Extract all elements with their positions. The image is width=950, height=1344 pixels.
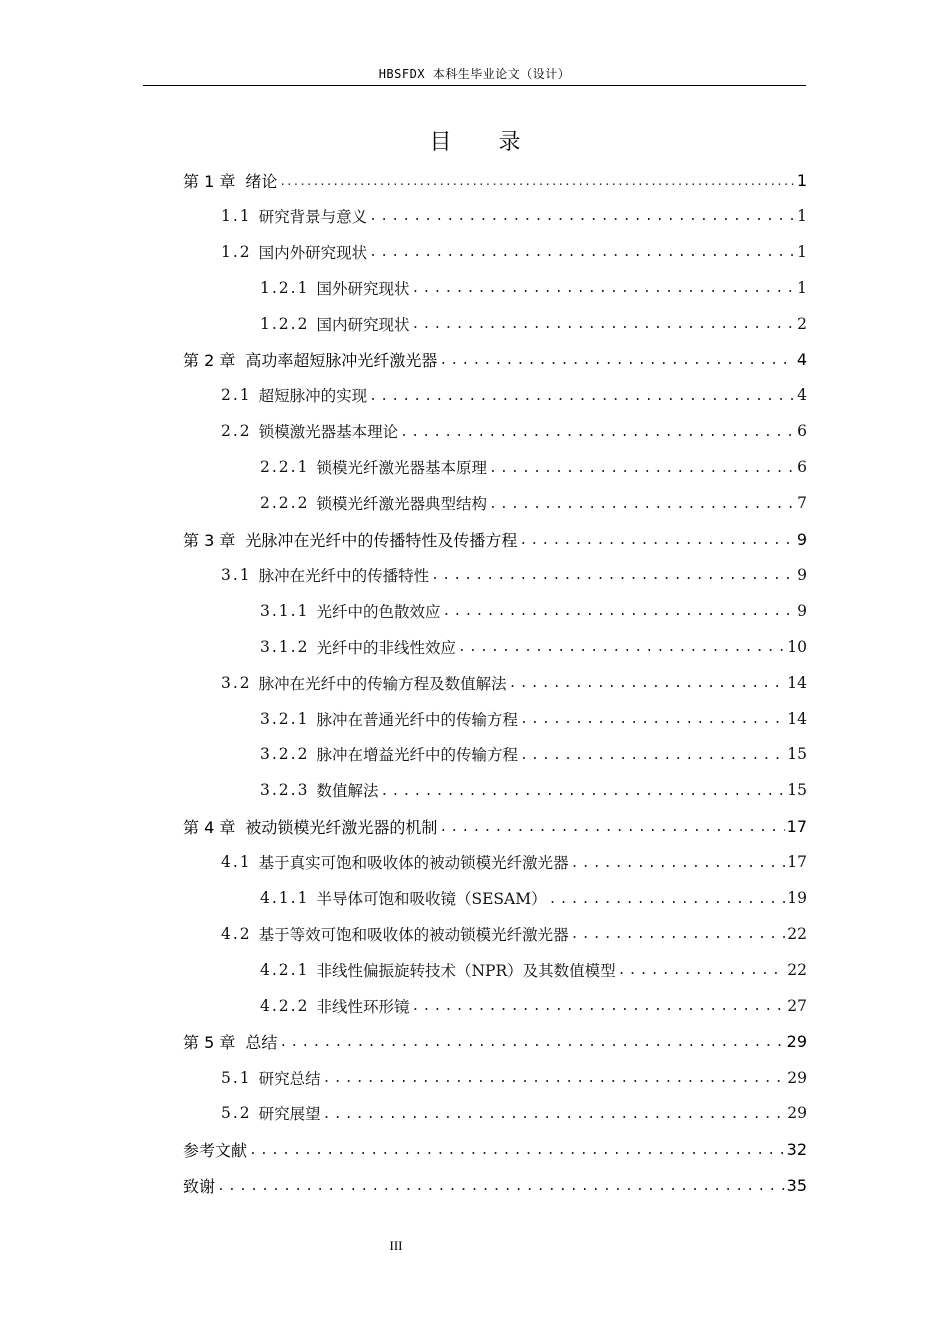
dot-leader xyxy=(439,353,794,368)
toc-entry[interactable] xyxy=(260,306,807,342)
dot-leader xyxy=(489,461,795,476)
dot-leader xyxy=(369,389,795,404)
toc-entry-number: 第 1 章 xyxy=(183,171,236,191)
toc-entry-number: 第 4 章 xyxy=(183,817,236,837)
toc-entry[interactable] xyxy=(260,270,807,306)
dot-leader xyxy=(439,820,784,835)
dot-leader xyxy=(442,604,795,619)
toc-entry-page: 22 xyxy=(787,960,807,979)
dot-leader xyxy=(249,1143,785,1158)
toc-entry-page: 1 xyxy=(797,278,807,297)
toc-entry[interactable] xyxy=(221,377,807,413)
toc-entry-number: 2.2.1 xyxy=(260,458,310,477)
toc-entry[interactable] xyxy=(183,162,807,198)
toc-entry[interactable] xyxy=(221,1060,807,1096)
toc-entry-page: 14 xyxy=(787,709,807,728)
toc-entry-label: 脉冲在普通光纤中的传输方程 xyxy=(316,710,518,729)
toc-entry-number: 1.2.2 xyxy=(260,314,310,333)
dot-leader xyxy=(217,1179,785,1194)
toc-entry-page: 9 xyxy=(796,529,807,549)
toc-entry-page: 9 xyxy=(797,601,807,620)
toc-entry-page: 1 xyxy=(796,170,807,190)
toc-entry-number: 1.1 xyxy=(221,206,252,225)
toc-entry-label: 非线性环形镜 xyxy=(316,997,410,1016)
toc-entry-number: 第 3 章 xyxy=(183,530,236,550)
dot-leader xyxy=(489,497,795,512)
dot-leader xyxy=(431,568,795,583)
toc-entry[interactable] xyxy=(260,988,807,1024)
toc-entry-label: 超短脉冲的实现 xyxy=(258,387,368,406)
toc-entry[interactable] xyxy=(183,1167,807,1203)
dot-leader xyxy=(380,784,785,799)
toc-entry-number: 2.2.2 xyxy=(260,494,310,513)
dot-leader xyxy=(411,281,795,296)
toc-entry-label: 脉冲在光纤中的传输方程及数值解法 xyxy=(258,674,507,693)
toc-entry[interactable] xyxy=(260,880,807,916)
toc-entry[interactable] xyxy=(260,629,807,665)
dot-leader xyxy=(279,175,794,188)
dot-leader xyxy=(400,425,795,440)
toc-entry[interactable] xyxy=(183,1131,807,1167)
toc-entry-label: 基于真实可饱和吸收体的被动锁模光纤激光器 xyxy=(258,854,569,873)
toc-entry-number: 4.2.1 xyxy=(260,960,310,979)
dot-leader xyxy=(549,892,786,907)
toc-entry-label: 基于等效可饱和吸收体的被动锁模光纤激光器 xyxy=(258,925,569,944)
toc-entry[interactable] xyxy=(221,198,807,234)
toc-entry-number: 4.2.2 xyxy=(260,996,310,1015)
dot-leader xyxy=(618,963,786,978)
toc-entry-label: 脉冲在光纤中的传播特性 xyxy=(258,566,430,585)
toc-entry-page: 27 xyxy=(787,996,807,1015)
toc-entry-label: 锁模光纤激光器典型结构 xyxy=(316,495,487,514)
dot-leader xyxy=(369,209,795,224)
toc-entry-page: 4 xyxy=(797,386,807,405)
toc-entry-number: 第 5 章 xyxy=(183,1033,236,1053)
toc-entry-page: 17 xyxy=(786,816,807,836)
toc-entry-label: 国外研究现状 xyxy=(316,279,410,298)
dot-leader xyxy=(509,676,786,691)
toc-entry[interactable] xyxy=(183,808,807,844)
toc-entry-number: 5.2 xyxy=(221,1104,252,1123)
toc-entry[interactable] xyxy=(221,557,807,593)
toc-entry[interactable] xyxy=(260,952,807,988)
toc-entry-label: 高功率超短脉冲光纤激光器 xyxy=(245,351,438,370)
toc-entry-page: 15 xyxy=(787,781,807,800)
toc-entry-label: 光纤中的非线性效应 xyxy=(316,638,456,657)
dot-leader xyxy=(323,1107,786,1122)
toc-entry-page: 22 xyxy=(787,924,807,943)
toc-entry-number: 3.1 xyxy=(221,565,252,584)
toc-entry-page: 17 xyxy=(787,853,807,872)
toc-entry-page: 1 xyxy=(797,206,807,225)
toc-entry-page: 14 xyxy=(787,673,807,692)
dot-leader xyxy=(411,999,785,1014)
toc-entry-page: 29 xyxy=(786,1032,807,1052)
toc-entry-page: 10 xyxy=(787,637,807,656)
toc-entry[interactable] xyxy=(221,1095,807,1131)
dot-leader xyxy=(369,245,795,260)
toc-entry[interactable] xyxy=(221,916,807,952)
toc-entry-number: 第 2 章 xyxy=(183,351,236,370)
toc-entry[interactable] xyxy=(260,736,807,772)
dot-leader xyxy=(520,712,785,727)
toc-entry-number: 1.2.1 xyxy=(260,278,310,297)
toc-entry[interactable] xyxy=(221,665,807,701)
toc-entry-page: 29 xyxy=(787,1068,807,1087)
toc-entry-number: 3.2.1 xyxy=(260,709,310,728)
toc-entry-number: 4.1.1 xyxy=(260,889,310,907)
toc-entry-number: 1.2 xyxy=(221,242,252,261)
toc-entry[interactable] xyxy=(221,234,807,270)
toc-entry[interactable] xyxy=(221,413,807,449)
toc-entry-label: 研究总结 xyxy=(258,1069,321,1088)
toc-entry-label: 脉冲在增益光纤中的传输方程 xyxy=(316,746,518,765)
toc-entry-number: 4.2 xyxy=(221,924,252,943)
dot-leader xyxy=(411,317,795,332)
toc-entry[interactable] xyxy=(221,844,807,880)
toc-entry-label: 被动锁模光纤激光器的机制 xyxy=(245,817,438,837)
toc-entry-page: 6 xyxy=(797,422,807,441)
toc-entry-page: 19 xyxy=(787,889,807,907)
toc-entry-label: 光脉冲在光纤中的传播特性及传播方程 xyxy=(245,530,518,550)
toc-entry-page: 29 xyxy=(787,1104,807,1123)
toc-entry-page: 32 xyxy=(786,1139,807,1159)
toc-entry-number: 3.1.2 xyxy=(260,637,310,656)
running-header: HBSFDX 本科生毕业论文（设计） xyxy=(378,67,571,81)
toc-entry-number: 2.2 xyxy=(221,422,252,441)
toc-entry-page: 2 xyxy=(797,314,807,333)
toc-entry-label: 光纤中的色散效应 xyxy=(316,602,441,621)
toc-entry-page: 7 xyxy=(797,494,807,513)
toc-entry-label: 半导体可饱和吸收镜（SESAM） xyxy=(316,890,547,908)
toc-entry-number: 3.1.1 xyxy=(260,601,310,620)
toc-entry-page: 1 xyxy=(797,242,807,261)
toc-entry-number: 4.1 xyxy=(221,853,252,872)
toc-entry-label: 绪论 xyxy=(245,171,278,191)
page-number: III xyxy=(389,1238,403,1253)
header-rule xyxy=(143,85,806,86)
toc-entry[interactable] xyxy=(260,449,807,485)
toc-entry[interactable] xyxy=(183,521,807,557)
toc-entry-label: 研究展望 xyxy=(258,1105,321,1124)
toc-entry-number: 5.1 xyxy=(221,1068,252,1087)
toc-entry-label: 锁模激光器基本理论 xyxy=(258,423,399,442)
dot-leader xyxy=(571,856,786,871)
toc-entry-label: 国内外研究现状 xyxy=(258,243,368,262)
toc-entry-page: 35 xyxy=(786,1175,807,1195)
toc-entry-label: 致谢 xyxy=(183,1176,216,1196)
toc-entry-number: 2.1 xyxy=(221,386,252,405)
toc-entry[interactable] xyxy=(260,485,807,521)
toc-entry-page: 6 xyxy=(797,458,807,477)
toc-entry-label: 锁模光纤激光器基本原理 xyxy=(316,459,487,478)
toc-entry[interactable] xyxy=(183,1024,807,1060)
toc-entry-label: 数值解法 xyxy=(316,782,379,801)
dot-leader xyxy=(458,640,785,655)
toc-title: 目 录 xyxy=(429,130,541,155)
toc-entry-label: 研究背景与意义 xyxy=(258,207,368,226)
toc-entry-label: 国内研究现状 xyxy=(316,315,410,334)
toc-entry[interactable] xyxy=(260,772,807,808)
toc-entry-label: 总结 xyxy=(245,1033,278,1053)
toc-entry[interactable] xyxy=(260,593,807,629)
dot-leader xyxy=(279,1035,784,1050)
dot-leader xyxy=(323,1071,786,1086)
toc-entry-label: 非线性偏振旋转技术（NPR）及其数值模型 xyxy=(316,961,616,980)
toc-entry[interactable] xyxy=(183,342,807,378)
toc-entry-page: 9 xyxy=(797,565,807,584)
toc-entry[interactable] xyxy=(260,701,807,737)
dot-leader xyxy=(519,533,794,548)
toc-entry-label: 参考文献 xyxy=(183,1140,248,1160)
toc-entry-page: 15 xyxy=(787,745,807,764)
dot-leader xyxy=(571,927,786,942)
toc-entry-number: 3.2.3 xyxy=(260,781,310,800)
dot-leader xyxy=(520,748,785,763)
toc-entry-number: 3.2.2 xyxy=(260,745,310,764)
toc-entry-number: 3.2 xyxy=(221,673,252,692)
toc-entry-page: 4 xyxy=(796,350,807,369)
